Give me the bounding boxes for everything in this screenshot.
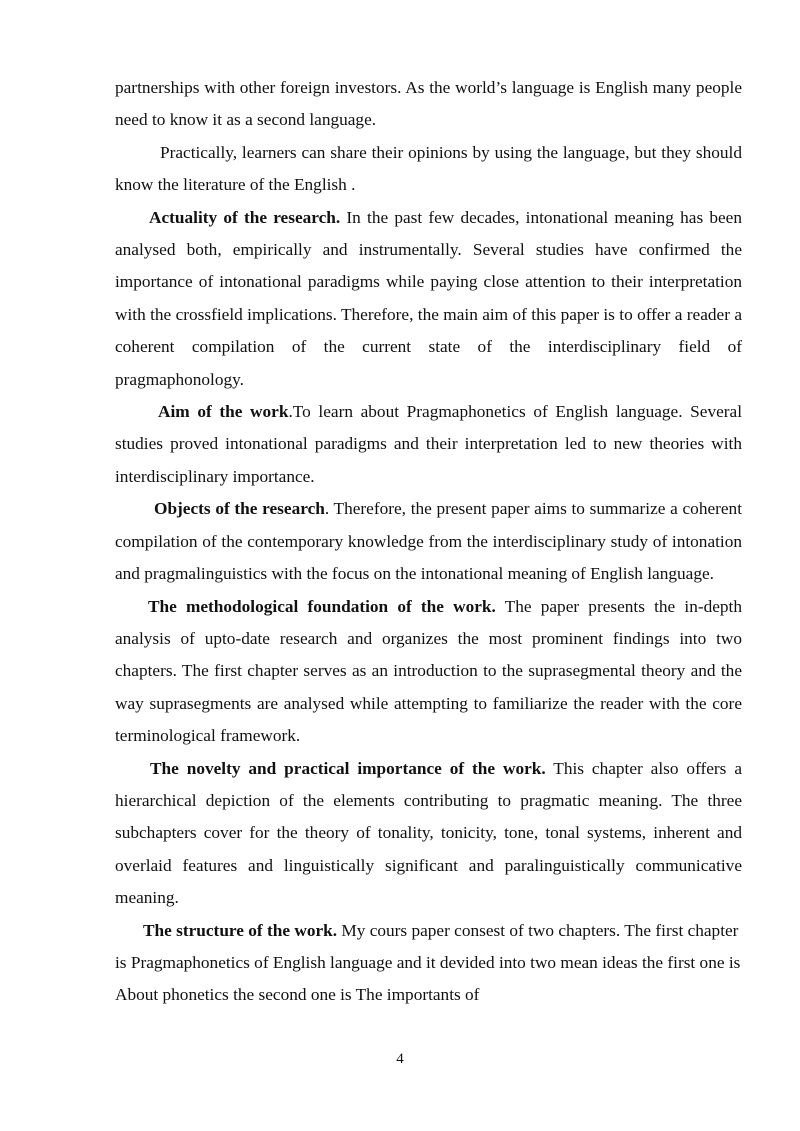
paragraph-text: .To learn about Pragmaphonetics of English language. Several studies proved intonational paradigms and their interpretation led to new theories with interdisciplinary importance. xyxy=(115,402,742,486)
paragraph-novelty xyxy=(115,753,742,915)
section-heading-aim: Aim of the work xyxy=(158,402,289,422)
section-heading-actuality: Actuality of the research. xyxy=(149,207,341,227)
paragraph-text: Practically, learners can share their opinions by using the language, but they should know the literature of the English . xyxy=(115,142,742,195)
paragraph-text: partnerships with other foreign investors. As the world’s language is English many people need to know it as a second language. xyxy=(115,78,742,130)
paragraph-text: . Therefore, the present paper aims to summarize a coherent compilation of the contemporary knowledge from the interdisciplinary study of intonation and pragmalinguistics with the focus on the intonational meaning of English language. xyxy=(115,499,742,584)
paragraph-actuality xyxy=(115,202,742,396)
paragraph-structure xyxy=(115,915,742,1012)
section-heading-structure: The structure of the work. xyxy=(143,920,338,940)
paragraph-text: My cours paper consest of two chapters. The first chapter is Pragmaphonetics of English language and it devided into two mean ideas the first one is About phonetics the second one is The importants of xyxy=(115,920,741,1005)
body-text xyxy=(115,72,742,1012)
page-number: 4 xyxy=(396,1051,404,1067)
section-heading-objects: Objects of the research xyxy=(154,499,325,519)
paragraph-practically xyxy=(115,137,742,202)
paragraph-text: In the past few decades, intonational meaning has been analysed both, empirically and instrumentally. Several studies have confirmed the importance of intonational paradigms while paying close attention to their interpretation with the crossfield implications. Therefore, the main aim of this paper is to offer a reader a coherent compilation of the current state of the interdisciplinary field of pragmaphonology. xyxy=(115,207,742,389)
paragraph-text: The paper presents the in-depth analysis of upto-date research and organizes the most prominent findings into two chapters. The first chapter serves as an introduction to the suprasegmental theory and the way suprasegments are analysed while attempting to familiarize the reader with the core terminological framework. xyxy=(115,596,742,746)
section-heading-methodological: The methodological foundation of the work. xyxy=(148,596,496,616)
paragraph-aim xyxy=(115,396,742,493)
paragraph-text: This chapter also offers a hierarchical depiction of the elements contributing to pragmatic meaning. The three subchapters cover for the theory of tonality, tonicity, tone, tonal systems, inherent and overlaid features and linguistically significant and paralinguistically communicative meaning. xyxy=(115,758,742,908)
paragraph-methodological xyxy=(115,591,742,753)
section-heading-novelty: The novelty and practical importance of the work. xyxy=(150,758,546,778)
paragraph-partnerships xyxy=(115,72,742,137)
paragraph-objects xyxy=(115,493,742,590)
